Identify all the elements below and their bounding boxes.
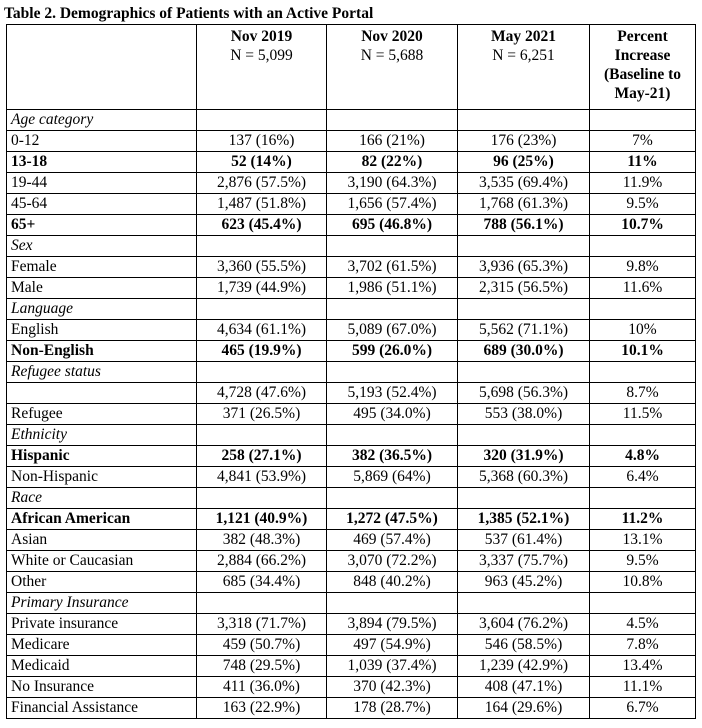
empty-cell bbox=[458, 425, 590, 446]
empty-cell bbox=[590, 110, 696, 131]
empty-cell bbox=[197, 110, 327, 131]
empty-cell bbox=[590, 593, 696, 614]
table-row bbox=[7, 278, 696, 299]
cell-percent-increase: 9.8% bbox=[590, 257, 696, 278]
empty-cell bbox=[458, 362, 590, 383]
demographics-table bbox=[6, 24, 696, 719]
cell-nov-2019: 1,487 (51.8%) bbox=[197, 194, 327, 215]
header-nov-2019: Nov 2019 N = 5,099 bbox=[197, 25, 327, 110]
cell-may-2021: 689 (30.0%) bbox=[458, 341, 590, 362]
table-row bbox=[7, 215, 696, 236]
cell-percent-increase: 4.5% bbox=[590, 614, 696, 635]
cell-may-2021: 5,698 (56.3%) bbox=[458, 383, 590, 404]
empty-cell bbox=[197, 299, 327, 320]
category-label: Ethnicity bbox=[7, 425, 197, 446]
table-row bbox=[7, 509, 696, 530]
row-label: English bbox=[7, 320, 197, 341]
empty-cell bbox=[327, 362, 458, 383]
row-label: Non-Hispanic bbox=[7, 467, 197, 488]
cell-nov-2019: 1,739 (44.9%) bbox=[197, 278, 327, 299]
cell-percent-increase: 7% bbox=[590, 131, 696, 152]
empty-cell bbox=[327, 593, 458, 614]
empty-cell bbox=[197, 362, 327, 383]
cell-may-2021: 3,535 (69.4%) bbox=[458, 173, 590, 194]
row-label: Hispanic bbox=[7, 446, 197, 467]
header-empty-cell bbox=[7, 25, 197, 110]
row-label: Financial Assistance bbox=[7, 698, 197, 719]
cell-nov-2020: 695 (46.8%) bbox=[327, 215, 458, 236]
row-label: Male bbox=[7, 278, 197, 299]
cell-nov-2020: 495 (34.0%) bbox=[327, 404, 458, 425]
cell-percent-increase: 8.7% bbox=[590, 383, 696, 404]
table-row bbox=[7, 320, 696, 341]
row-label: Non-English bbox=[7, 341, 197, 362]
cell-nov-2019: 3,360 (55.5%) bbox=[197, 257, 327, 278]
cell-percent-increase: 11.6% bbox=[590, 278, 696, 299]
header-may-2021: May 2021 N = 6,251 bbox=[458, 25, 590, 110]
cell-nov-2020: 3,190 (64.3%) bbox=[327, 173, 458, 194]
cell-nov-2020: 370 (42.3%) bbox=[327, 677, 458, 698]
category-row bbox=[7, 236, 696, 257]
cell-percent-increase: 13.4% bbox=[590, 656, 696, 677]
header-nov-2020: Nov 2020 N = 5,688 bbox=[327, 25, 458, 110]
table-row bbox=[7, 446, 696, 467]
cell-percent-increase: 6.7% bbox=[590, 698, 696, 719]
cell-nov-2019: 411 (36.0%) bbox=[197, 677, 327, 698]
row-label bbox=[7, 383, 197, 404]
category-row bbox=[7, 110, 696, 131]
cell-nov-2019: 685 (34.4%) bbox=[197, 572, 327, 593]
cell-nov-2019: 371 (26.5%) bbox=[197, 404, 327, 425]
cell-nov-2020: 5,089 (67.0%) bbox=[327, 320, 458, 341]
category-row bbox=[7, 488, 696, 509]
row-label: Medicare bbox=[7, 635, 197, 656]
category-label: Race bbox=[7, 488, 197, 509]
row-label: Other bbox=[7, 572, 197, 593]
cell-nov-2020: 599 (26.0%) bbox=[327, 341, 458, 362]
cell-may-2021: 1,385 (52.1%) bbox=[458, 509, 590, 530]
table-row bbox=[7, 341, 696, 362]
header-percent-increase: Percent Increase (Baseline to May-21) bbox=[590, 25, 696, 110]
cell-nov-2020: 3,702 (61.5%) bbox=[327, 257, 458, 278]
cell-nov-2019: 4,634 (61.1%) bbox=[197, 320, 327, 341]
cell-may-2021: 1,768 (61.3%) bbox=[458, 194, 590, 215]
cell-percent-increase: 13.1% bbox=[590, 530, 696, 551]
row-label: 0-12 bbox=[7, 131, 197, 152]
category-row bbox=[7, 593, 696, 614]
empty-cell bbox=[458, 488, 590, 509]
table-row bbox=[7, 572, 696, 593]
empty-cell bbox=[458, 236, 590, 257]
cell-may-2021: 176 (23%) bbox=[458, 131, 590, 152]
table-row bbox=[7, 194, 696, 215]
cell-percent-increase: 4.8% bbox=[590, 446, 696, 467]
cell-nov-2019: 623 (45.4%) bbox=[197, 215, 327, 236]
row-label: 13-18 bbox=[7, 152, 197, 173]
cell-nov-2019: 382 (48.3%) bbox=[197, 530, 327, 551]
cell-nov-2019: 2,876 (57.5%) bbox=[197, 173, 327, 194]
cell-nov-2019: 163 (22.9%) bbox=[197, 698, 327, 719]
empty-cell bbox=[458, 299, 590, 320]
cell-percent-increase: 10% bbox=[590, 320, 696, 341]
cell-nov-2020: 469 (57.4%) bbox=[327, 530, 458, 551]
cell-nov-2020: 382 (36.5%) bbox=[327, 446, 458, 467]
empty-cell bbox=[327, 236, 458, 257]
cell-may-2021: 408 (47.1%) bbox=[458, 677, 590, 698]
category-label: Age category bbox=[7, 110, 197, 131]
row-label: 19-44 bbox=[7, 173, 197, 194]
row-label: No Insurance bbox=[7, 677, 197, 698]
row-label: Asian bbox=[7, 530, 197, 551]
table-caption: Table 2. Demographics of Patients with an Active Portal bbox=[4, 5, 374, 22]
cell-nov-2020: 3,894 (79.5%) bbox=[327, 614, 458, 635]
cell-percent-increase: 6.4% bbox=[590, 467, 696, 488]
empty-cell bbox=[458, 110, 590, 131]
cell-nov-2020: 3,070 (72.2%) bbox=[327, 551, 458, 572]
table-row bbox=[7, 467, 696, 488]
row-label: Private insurance bbox=[7, 614, 197, 635]
empty-cell bbox=[590, 362, 696, 383]
table-row bbox=[7, 635, 696, 656]
cell-nov-2019: 4,728 (47.6%) bbox=[197, 383, 327, 404]
cell-nov-2019: 748 (29.5%) bbox=[197, 656, 327, 677]
cell-nov-2019: 258 (27.1%) bbox=[197, 446, 327, 467]
category-label: Sex bbox=[7, 236, 197, 257]
row-label: 45-64 bbox=[7, 194, 197, 215]
cell-may-2021: 963 (45.2%) bbox=[458, 572, 590, 593]
table-row bbox=[7, 551, 696, 572]
table-row bbox=[7, 152, 696, 173]
table-row bbox=[7, 530, 696, 551]
cell-may-2021: 537 (61.4%) bbox=[458, 530, 590, 551]
row-label: Refugee bbox=[7, 404, 197, 425]
row-label: Female bbox=[7, 257, 197, 278]
table-body bbox=[7, 110, 696, 719]
cell-percent-increase: 11.1% bbox=[590, 677, 696, 698]
table-row bbox=[7, 173, 696, 194]
table-row bbox=[7, 614, 696, 635]
row-label: African American bbox=[7, 509, 197, 530]
empty-cell bbox=[590, 299, 696, 320]
table-row bbox=[7, 656, 696, 677]
table-row bbox=[7, 404, 696, 425]
table-row bbox=[7, 677, 696, 698]
empty-cell bbox=[327, 299, 458, 320]
row-label: White or Caucasian bbox=[7, 551, 197, 572]
cell-percent-increase: 10.7% bbox=[590, 215, 696, 236]
cell-may-2021: 546 (58.5%) bbox=[458, 635, 590, 656]
cell-nov-2020: 1,986 (51.1%) bbox=[327, 278, 458, 299]
empty-cell bbox=[197, 236, 327, 257]
cell-percent-increase: 10.8% bbox=[590, 572, 696, 593]
row-label: Medicaid bbox=[7, 656, 197, 677]
cell-nov-2020: 1,272 (47.5%) bbox=[327, 509, 458, 530]
cell-may-2021: 96 (25%) bbox=[458, 152, 590, 173]
table-row bbox=[7, 131, 696, 152]
cell-nov-2020: 82 (22%) bbox=[327, 152, 458, 173]
cell-nov-2020: 1,039 (37.4%) bbox=[327, 656, 458, 677]
cell-nov-2019: 4,841 (53.9%) bbox=[197, 467, 327, 488]
empty-cell bbox=[197, 593, 327, 614]
category-row bbox=[7, 362, 696, 383]
category-label: Primary Insurance bbox=[7, 593, 197, 614]
category-label: Language bbox=[7, 299, 197, 320]
cell-may-2021: 1,239 (42.9%) bbox=[458, 656, 590, 677]
cell-nov-2020: 166 (21%) bbox=[327, 131, 458, 152]
category-row bbox=[7, 299, 696, 320]
empty-cell bbox=[458, 593, 590, 614]
table-row bbox=[7, 257, 696, 278]
table-row bbox=[7, 698, 696, 719]
cell-nov-2019: 137 (16%) bbox=[197, 131, 327, 152]
cell-may-2021: 164 (29.6%) bbox=[458, 698, 590, 719]
table-row bbox=[7, 383, 696, 404]
cell-percent-increase: 11.5% bbox=[590, 404, 696, 425]
cell-may-2021: 320 (31.9%) bbox=[458, 446, 590, 467]
cell-nov-2020: 497 (54.9%) bbox=[327, 635, 458, 656]
cell-nov-2019: 465 (19.9%) bbox=[197, 341, 327, 362]
row-label: 65+ bbox=[7, 215, 197, 236]
cell-nov-2019: 3,318 (71.7%) bbox=[197, 614, 327, 635]
cell-may-2021: 3,604 (76.2%) bbox=[458, 614, 590, 635]
cell-percent-increase: 9.5% bbox=[590, 551, 696, 572]
cell-nov-2020: 178 (28.7%) bbox=[327, 698, 458, 719]
cell-percent-increase: 11.2% bbox=[590, 509, 696, 530]
category-label: Refugee status bbox=[7, 362, 197, 383]
category-row bbox=[7, 425, 696, 446]
cell-percent-increase: 10.1% bbox=[590, 341, 696, 362]
empty-cell bbox=[197, 488, 327, 509]
cell-percent-increase: 11.9% bbox=[590, 173, 696, 194]
cell-nov-2020: 848 (40.2%) bbox=[327, 572, 458, 593]
cell-may-2021: 2,315 (56.5%) bbox=[458, 278, 590, 299]
cell-nov-2020: 5,869 (64%) bbox=[327, 467, 458, 488]
empty-cell bbox=[590, 488, 696, 509]
cell-nov-2020: 5,193 (52.4%) bbox=[327, 383, 458, 404]
cell-percent-increase: 7.8% bbox=[590, 635, 696, 656]
empty-cell bbox=[327, 488, 458, 509]
cell-nov-2019: 52 (14%) bbox=[197, 152, 327, 173]
cell-nov-2019: 459 (50.7%) bbox=[197, 635, 327, 656]
cell-may-2021: 5,562 (71.1%) bbox=[458, 320, 590, 341]
cell-may-2021: 3,337 (75.7%) bbox=[458, 551, 590, 572]
cell-nov-2020: 1,656 (57.4%) bbox=[327, 194, 458, 215]
cell-percent-increase: 11% bbox=[590, 152, 696, 173]
empty-cell bbox=[197, 425, 327, 446]
cell-percent-increase: 9.5% bbox=[590, 194, 696, 215]
empty-cell bbox=[327, 110, 458, 131]
empty-cell bbox=[327, 425, 458, 446]
empty-cell bbox=[590, 236, 696, 257]
empty-cell bbox=[590, 425, 696, 446]
cell-nov-2019: 1,121 (40.9%) bbox=[197, 509, 327, 530]
cell-may-2021: 5,368 (60.3%) bbox=[458, 467, 590, 488]
table-header-row bbox=[7, 25, 696, 110]
cell-nov-2019: 2,884 (66.2%) bbox=[197, 551, 327, 572]
cell-may-2021: 788 (56.1%) bbox=[458, 215, 590, 236]
cell-may-2021: 553 (38.0%) bbox=[458, 404, 590, 425]
cell-may-2021: 3,936 (65.3%) bbox=[458, 257, 590, 278]
